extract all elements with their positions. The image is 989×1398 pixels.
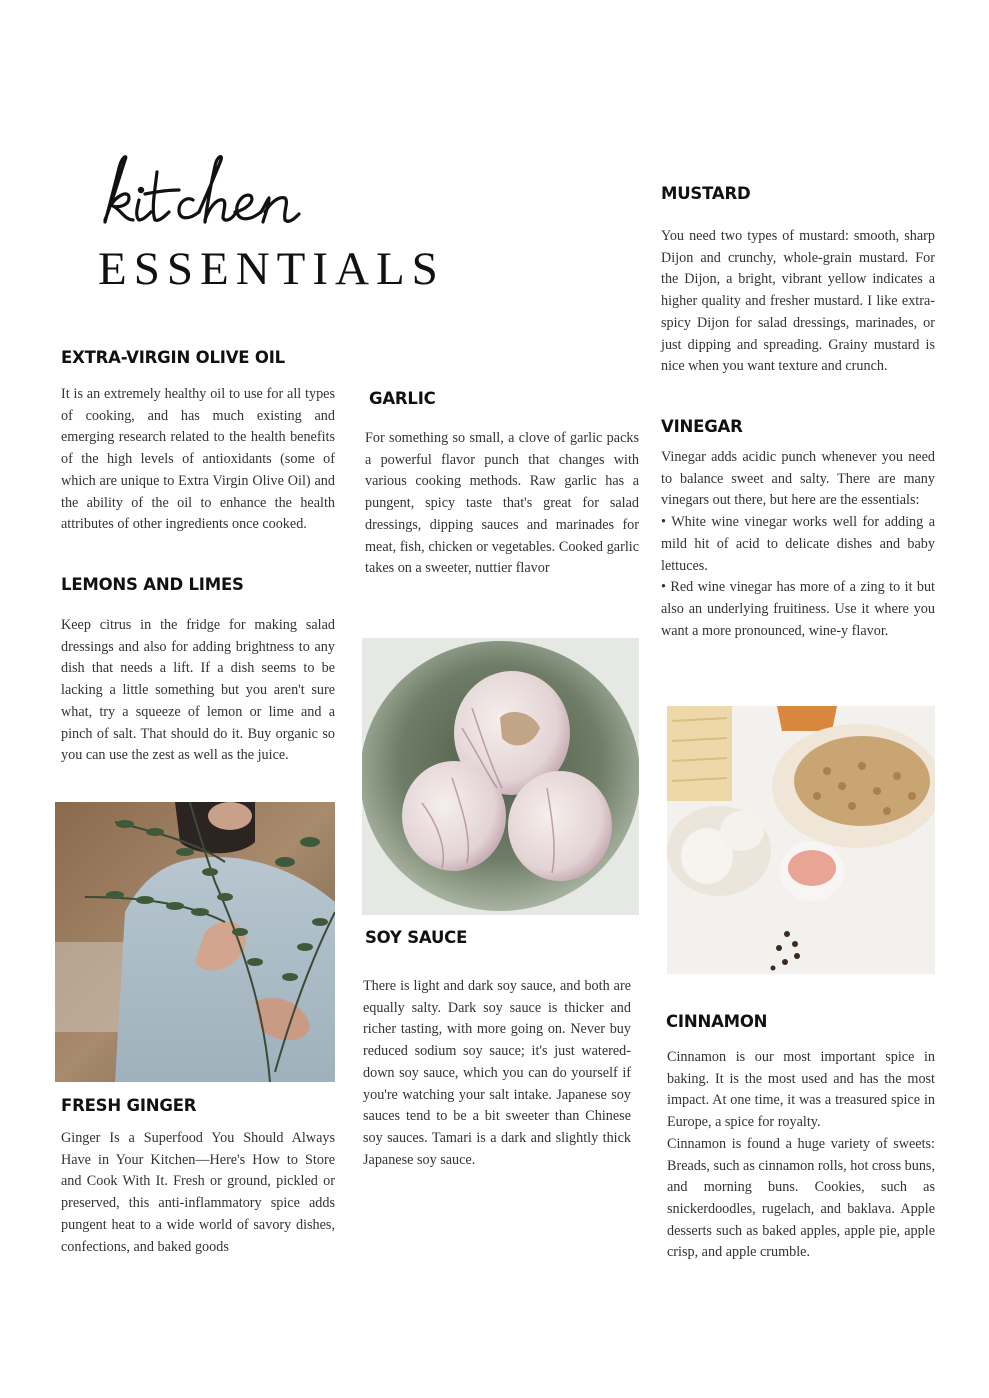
- vinegar-intro: Vinegar adds acidic punch whenever you need to balance sweet and salty. There are many vinegars out there, but here are the essentials:: [661, 449, 935, 509]
- lemons-paragraph: Keep citrus in the fridge for making salad dressings and also for adding brightness to any dish that needs a lift. If a dish seems to be lacking a little something but you aren't sure what, try a squeeze of lemon or lime and a pinch of salt. That should do it. Buy organic so you can use the zest as well as the juice.: [61, 617, 335, 764]
- vinegar-bullet-red-wine: • Red wine vinegar has more of a zing to it but also an underlying fruitiness. Use it where you want a more pronounced, wine-y flavor.: [661, 579, 935, 639]
- pantry-photo: [667, 706, 935, 974]
- heading-olive-oil: EXTRA-VIRGIN OLIVE OIL: [61, 348, 285, 367]
- ginger-text: [61, 1128, 335, 1258]
- lemons-text: [61, 615, 335, 767]
- vinegar-bullet-white-wine: • White wine vinegar works well for adding a mild hit of acid to delicate dishes and baby lettuces.: [661, 514, 935, 574]
- olive-oil-text: [61, 384, 335, 536]
- heading-mustard: MUSTARD: [661, 184, 751, 203]
- ginger-photo: [55, 802, 335, 1082]
- title-script-kitchen: [95, 150, 395, 240]
- heading-vinegar: VINEGAR: [661, 417, 743, 436]
- kitchen-script-graphic: [95, 150, 395, 240]
- ginger-paragraph: Ginger Is a Superfood You Should Always Have in Your Kitchen—Here's How to Store and Cook With It. Fresh or ground, pickled or preserved, this anti-inflammatory spice adds pungent heat to a wide world of savory dishes, confections, and baked goods: [61, 1130, 335, 1255]
- garlic-bowl-image: [362, 638, 639, 915]
- heading-cinnamon: CINNAMON: [666, 1012, 768, 1031]
- person-with-branches-image: [55, 802, 335, 1082]
- olive-oil-paragraph: It is an extremely healthy oil to use for all types of cooking, and has much existing and emerging research related to the health benefits of the high levels of antioxidants (some of which are unique to Extra Virgin Olive Oil) and the ability of the oil to enhance the health attributes of other ingredients once cooked.: [61, 386, 335, 533]
- soy-sauce-paragraph: There is light and dark soy sauce, and both are equally salty. Dark soy sauce is thicker and richer tasting, with more going on. Never buy reduced sodium soy sauce; it's just watered-down soy sauce, which you can do yourself if you're watching your salt intake. Japanese soy sauces tend to be a bit sweeter than Chinese soy sauces. Tamari is a dark and slightly thick Japanese soy sauce.: [363, 978, 631, 1168]
- pasta-garlic-salt-image: [667, 706, 935, 974]
- vinegar-text: [661, 447, 935, 642]
- mustard-text: [661, 226, 935, 378]
- cinnamon-paragraph-2: Cinnamon is found a huge variety of sweets: Breads, such as cinnamon rolls, hot cross buns, and morning buns. Cookies, such as snickerdoodles, rugelach, and baklava. Apple desserts such as baked apples, apple pie, apple crisp, and apple crumble.: [667, 1135, 935, 1261]
- heading-garlic: GARLIC: [369, 389, 436, 408]
- heading-soy-sauce: SOY SAUCE: [365, 928, 468, 947]
- garlic-text: [365, 428, 639, 580]
- cinnamon-text: [667, 1047, 935, 1264]
- garlic-paragraph: For something so small, a clove of garlic packs a powerful flavor punch that changes with various cooking methods. Raw garlic has a pungent, spicy taste that's great for salad dressings, dipping sauces and marinades for meat, fish, chicken or vegetables. Cooked garlic takes on a sweeter, nuttier flavor: [365, 430, 639, 577]
- soy-sauce-text: [363, 976, 631, 1171]
- heading-lemons-limes: LEMONS AND LIMES: [61, 575, 244, 594]
- garlic-photo: [362, 638, 639, 915]
- mustard-paragraph: You need two types of mustard: smooth, sharp Dijon and crunchy, whole-grain mustard. For the Dijon, a bright, vibrant yellow indicates a higher quality and fresher mustard. I like extra-spicy Dijon for salad dressings, marinades, or just dipping and spreading. Grainy mustard is nice when you want texture and crunch.: [661, 228, 935, 375]
- heading-fresh-ginger: FRESH GINGER: [61, 1096, 197, 1115]
- title-main: ESSENTIALS: [98, 243, 445, 295]
- cinnamon-paragraph-1: Cinnamon is our most important spice in baking. It is the most used and has the most impact. At one time, it was a treasured spice in Europe, a spice for royalty.: [667, 1049, 935, 1131]
